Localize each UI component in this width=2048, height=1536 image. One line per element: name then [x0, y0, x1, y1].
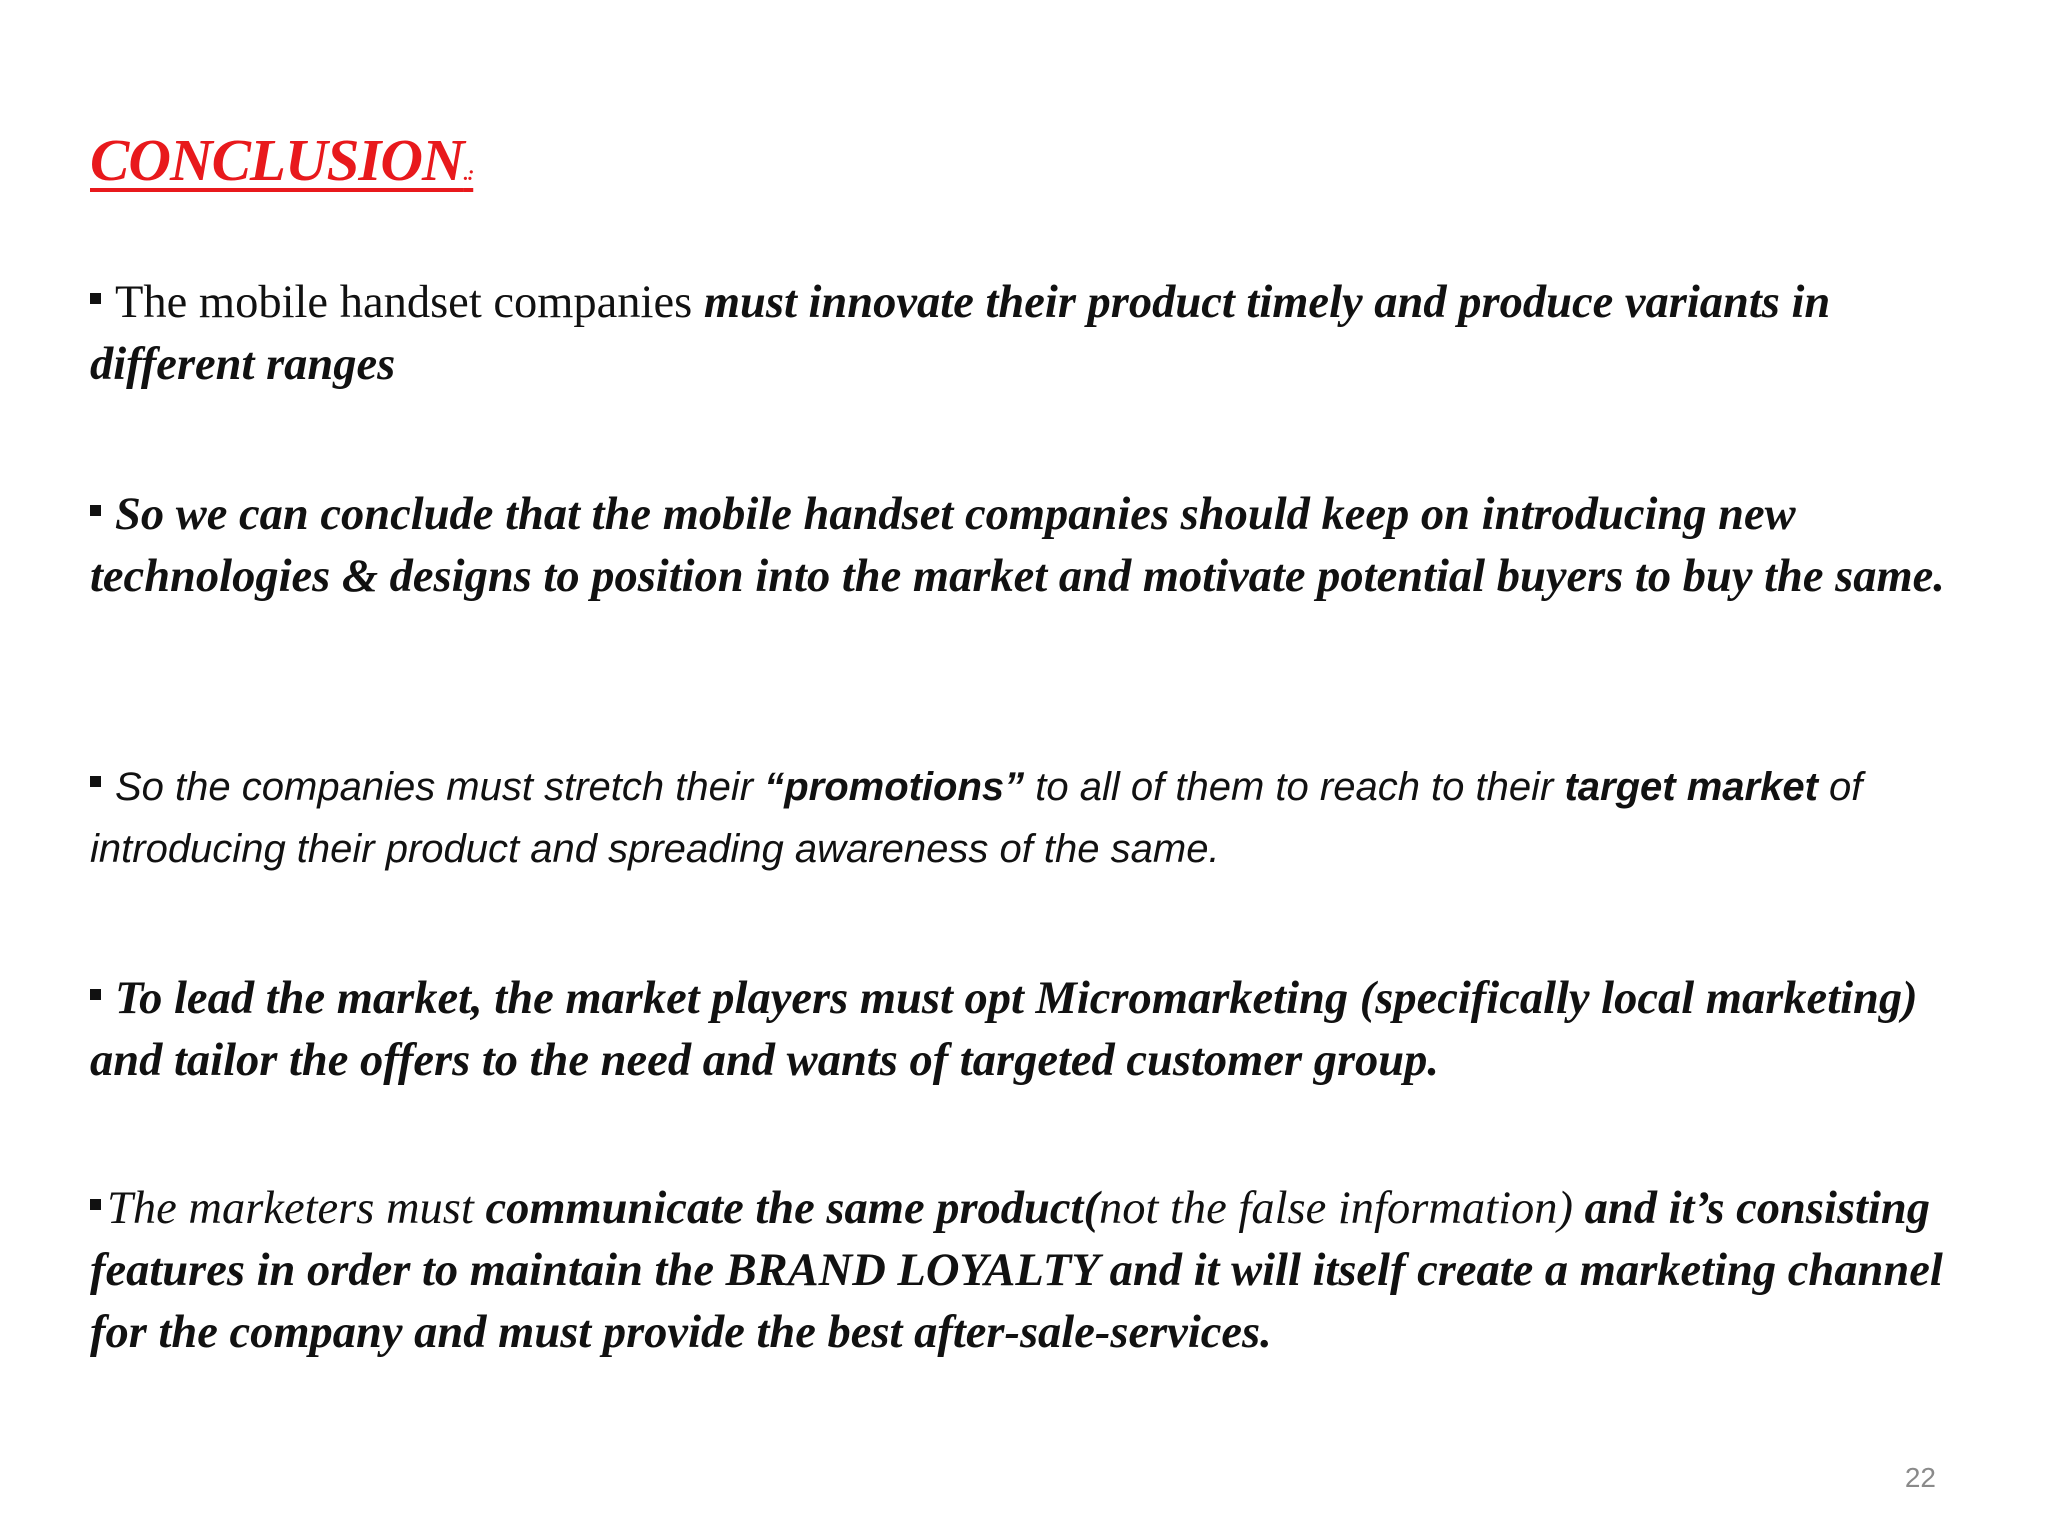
square-bullet-icon [90, 293, 101, 304]
square-bullet-icon [90, 1199, 101, 1210]
square-bullet-icon [90, 989, 101, 1000]
bullet-text-emphasis: To lead the market, the market players must opt Micromarketing (specifically local marketing) and tailor the offers to the need and wants of targeted customer group. [90, 973, 1918, 1086]
bullet-text-emphasis: communicate the same product( [485, 1183, 1099, 1234]
bullet-item-5 [90, 1178, 1990, 1364]
bullet-item-4 [90, 968, 1990, 1092]
bullet-text: So the companies must stretch their [115, 765, 765, 809]
bullet-text: The mobile handset companies [115, 277, 704, 328]
bullet-text: of introducing their product and spreading awareness of the same. [90, 765, 1863, 871]
slide-title-text: CONCLUSION [90, 127, 464, 193]
bullet-text-emphasis: “promotions” [764, 765, 1025, 809]
bullet-text-emphasis: target market [1564, 765, 1818, 809]
bullet-item-3 [90, 756, 1990, 880]
bullet-text: The marketers must [107, 1183, 486, 1234]
bullet-item-2 [90, 484, 1990, 608]
square-bullet-icon [90, 505, 101, 516]
bullet-item-1 [90, 272, 1990, 396]
slide-title [90, 128, 473, 193]
bullet-text: to all of them to reach to their [1024, 765, 1565, 809]
page-number: 22 [1904, 1462, 1936, 1493]
bullet-text-emphasis: and it’s consisting features in order to maintain the BRAND LOYALTY and it will itself create a marketing channel for the company and must provide the best after-sale-services. [90, 1183, 1943, 1358]
slide-title-suffix: .: [463, 163, 474, 185]
bullet-text-emphasis: must innovate their product timely and produce variants in different ranges [90, 277, 1831, 390]
bullet-text-emphasis: So we can conclude that the mobile handset companies should keep on introducing new technologies & designs to position into the market and motivate potential buyers to buy the same. [90, 489, 1945, 602]
bullet-text: not the false information) [1098, 1183, 1573, 1234]
square-bullet-icon [90, 776, 101, 787]
